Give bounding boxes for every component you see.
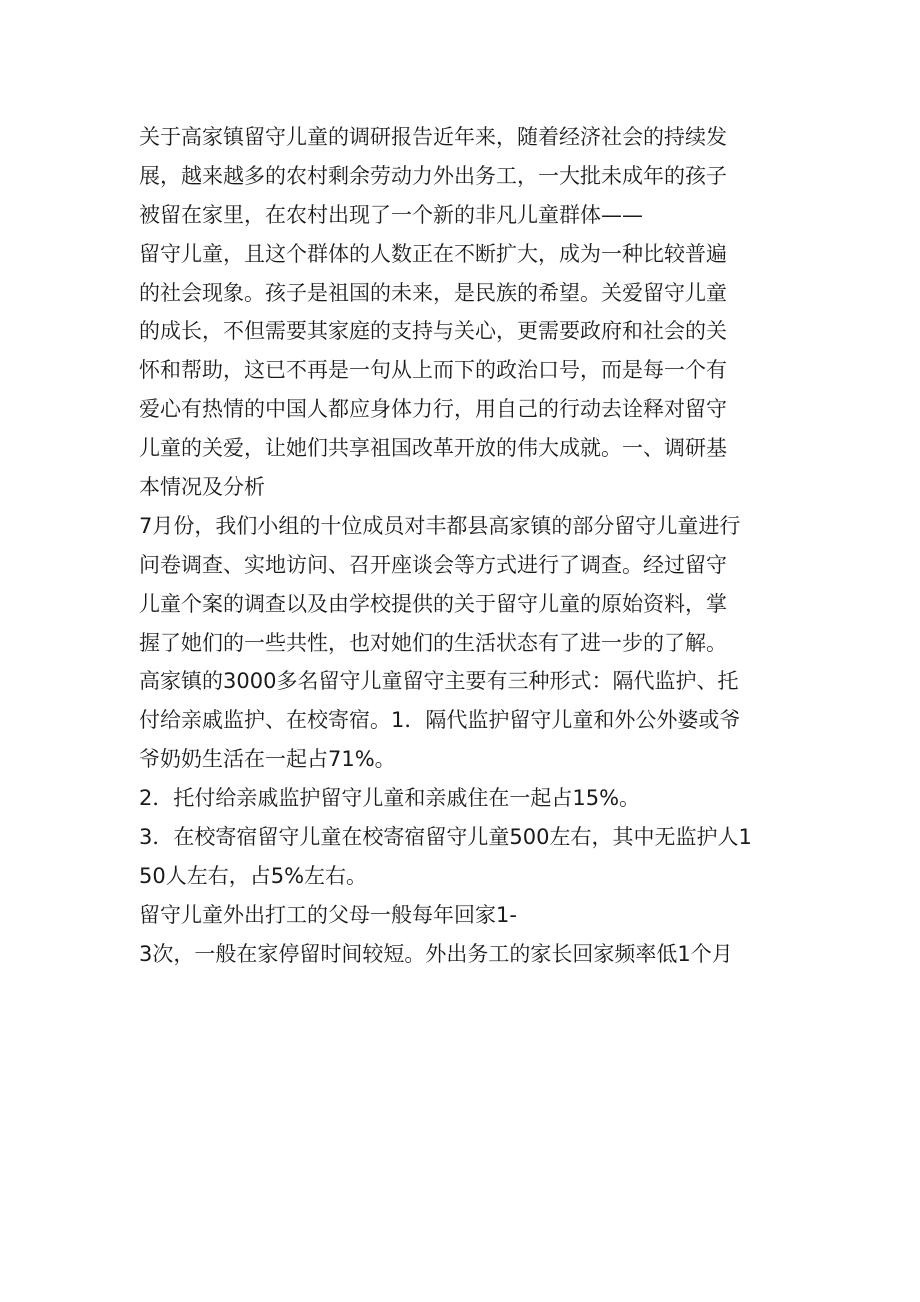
text-line: 的成长，不但需要其家庭的支持与关心，更需要政府和社会的关 [139,319,727,344]
text-line: 怀和帮助，这已不再是一句从上而下的政治口号，而是每一个有 [139,358,727,383]
document-body [139,118,789,974]
text-line: 付给亲戚监护、在校寄宿。1．隔代监护留守儿童和外公外婆或爷 [139,708,741,733]
text-line: 儿童个案的调查以及由学校提供的关于留守儿童的原始资料，掌 [139,591,727,616]
text-line: 高家镇的3000多名留守儿童留守主要有三种形式：隔代监护、托 [139,669,739,694]
text-line: 3．在校寄宿留守儿童在校寄宿留守儿童500左右，其中无监护人1 [139,825,752,850]
text-line: 握了她们的一些共性，也对她们的生活状态有了进一步的了解。 [139,630,727,655]
text-line: 被留在家里，在农村出现了一个新的非凡儿童群体—— [139,202,643,227]
text-line: 2．托付给亲戚监护留守儿童和亲戚住在一起占15%。 [139,786,641,811]
text-line: 7月份，我们小组的十位成员对丰都县高家镇的部分留守儿童进行 [139,513,741,538]
text-line: 爷奶奶生活在一起占71%。 [139,747,396,772]
text-line: 本情况及分析 [139,475,265,500]
text-line: 展，越来越多的农村剩余劳动力外出务工，一大批未成年的孩子 [139,163,727,188]
text-line: 留守儿童，且这个群体的人数正在不断扩大，成为一种比较普遍 [139,241,727,266]
text-line: 儿童的关爱，让她们共享祖国改革开放的伟大成就。一、调研基 [139,436,727,461]
text-line: 50人左右，占5%左右。 [139,863,368,888]
text-line: 爱心有热情的中国人都应身体力行，用自己的行动去诠释对留守 [139,397,727,422]
text-line: 关于高家镇留守儿童的调研报告近年来，随着经济社会的持续发 [139,125,727,149]
text-line: 3次，一般在家停留时间较短。外出务工的家长回家频率低1个月 [139,941,733,966]
text-line: 问卷调查、实地访问、召开座谈会等方式进行了调查。经过留守 [139,552,727,577]
text-line: 的社会现象。孩子是祖国的未来，是民族的希望。关爱留守儿童 [139,280,727,305]
text-line: 留守儿童外出打工的父母一般每年回家1- [139,902,517,927]
